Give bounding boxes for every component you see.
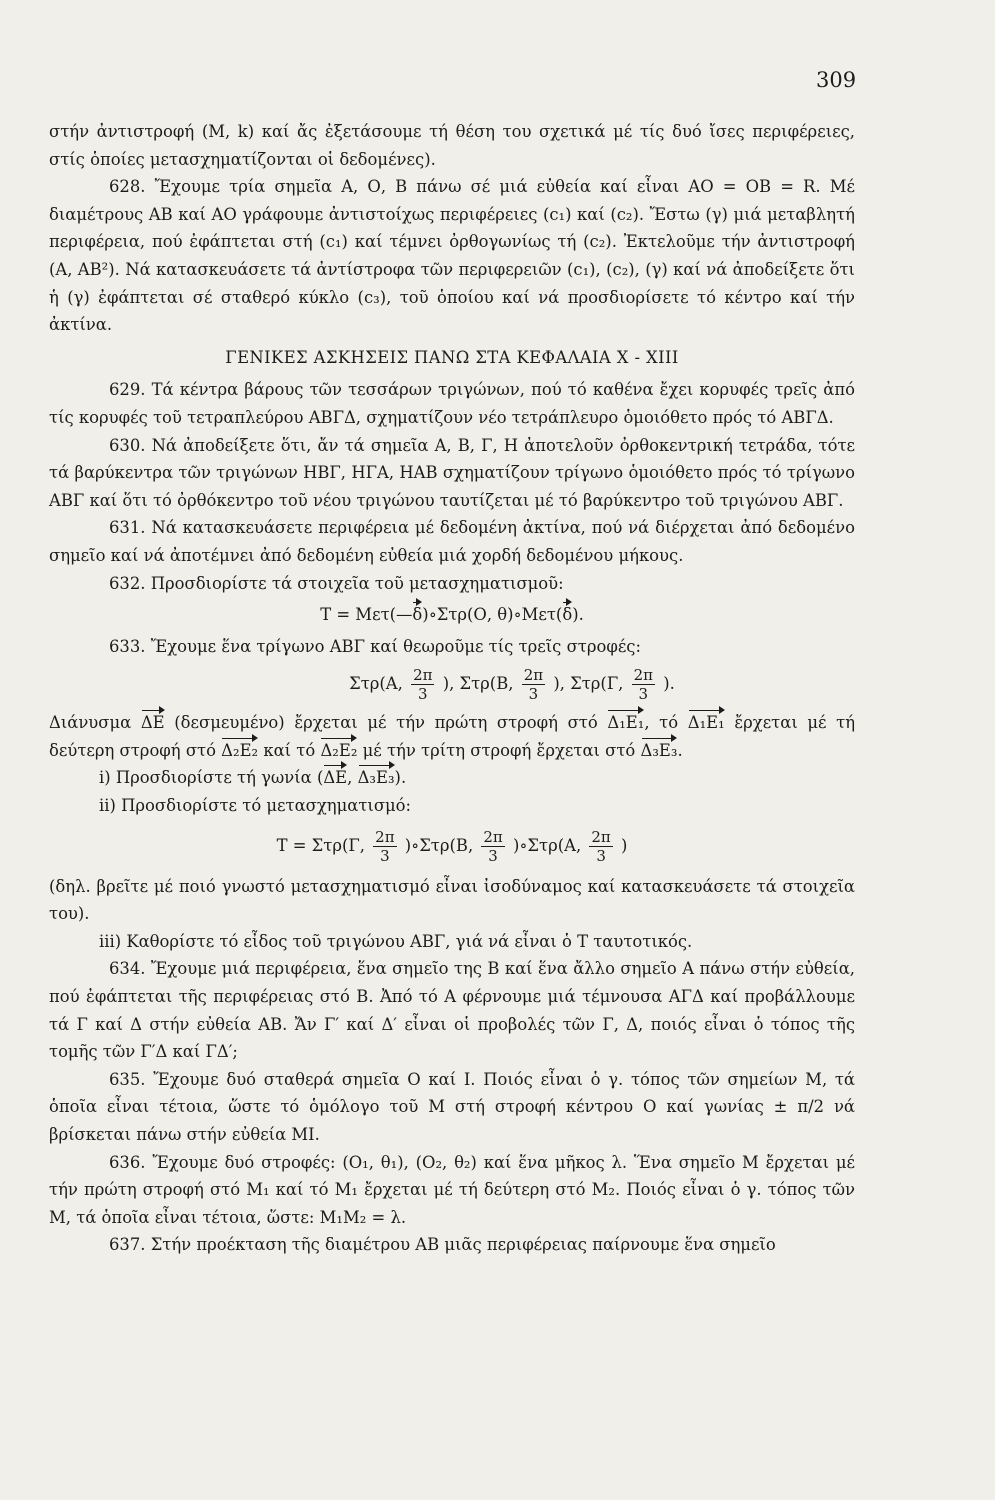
exercise-634: 634. Ἔχουμε μιά περιφέρεια, ἕνα σημεῖο της Β καί ἕνα ἄλλο σημεῖο Α πάνω στήν εὐθεία, πού ἐφάπτεται τῆς περιφέρειας στό Β. Ἀπό τό Α φέρνουμε μιά τέμνουσα ΑΓΔ καί προβάλλουμε τά Γ καί Δ στήν εὐθεία ΑΒ. Ἄν Γ′ καί Δ′ εἶναι οἱ προβολές τῶν Γ, Δ, ποιός εἶναι ὁ τόπος τῆς τομῆς τῶν Γ′Δ καί ΓΔ′; (49, 959, 855, 1062)
exercise-631: 631. Νά κατασκευάσετε περιφέρεια μέ δεδομένη ἀκτίνα, πού νά διέρχεται ἀπό δεδομένο σημεῖο καί νά ἀποτέμνει ἀπό δεδομένη εὐθεία μιά χορδή δεδομένου μήκους. (49, 518, 855, 565)
vector-delta: δ (412, 601, 422, 629)
exercise-633-note: (δηλ. βρεῖτε μέ ποιό γνωστό μετασχηματισμό εἶναι ἰσοδύναμος καί κατασκευάσετε τά στοιχεῖα του). (49, 876, 855, 924)
exercise-636: 636. Ἔχουμε δυό στροφές: (Ο₁, θ₁), (Ο₂, θ₂) καί ἕνα μῆκος λ. Ἕνα σημεῖο Μ ἔρχεται μέ τήν πρώτη στροφή στό Μ₁ καί τό Μ₁ ἔρχεται μέ τή δεύτερη στό Μ₂. Ποιός εἶναι ὁ γ. τόπος τῶν Μ, τά ὁποῖα εἶναι τέτοια, ὥστε: Μ₁Μ₂ = λ. (49, 1152, 855, 1227)
vector-D2E2: Δ₂Ε₂ (320, 737, 357, 765)
vector-DE: ΔΕ (323, 764, 347, 792)
fraction: $\frac{2\pi}{3}$ (523, 666, 544, 704)
exercise-630: 630. Νά ἀποδείξετε ὅτι, ἄν τά σημεῖα Α, Β, Γ, Η ἀποτελοῦν ὀρθοκεντρική τετράδα, τότε τά βαρύκεντρα τῶν τριγώνων ΗΒΓ, ΗΓΑ, ΗΑΒ σχηματίζουν τρίγωνο ὁμοιόθετο πρός τό τρίγωνο ΑΒΓ καί ὅτι τό ὀρθόκεντρο τοῦ νέου τριγώνου ταυτίζεται μέ τό βαρύκεντρο τοῦ τριγώνου ΑΒΓ. (49, 435, 855, 510)
paragraph-intro: στήν ἀντιστροφή (Μ, k) καί ἄς ἐξετάσουμε τή θέση του σχετικά μέ τίς δυό ἴσες περιφέρειες, στίς ὁποίες μετασχηματίζονται οἱ δεδομένες). (49, 122, 855, 169)
exercise-628: 628. Ἔχουμε τρία σημεῖα Α, Ο, Β πάνω σέ μιά εὐθεία καί εἶναι ΑΟ = ΟΒ = R. Μέ διαμέτρους ΑΒ καί ΑΟ γράφουμε ἀντιστοίχως περιφέρειες (c₁) καί (c₂). Ἔστω (γ) μιά μεταβλητή περιφέρεια, πού ἐφάπτεται στή (c₁) καί τέμνει ὀρθογωνίως τή (c₂). Ἐκτελοῦμε τήν ἀντιστροφή (Α, ΑΒ²). Νά κατασκευάσετε τά ἀντίστροφα τῶν περιφερειῶν (c₁), (c₂), (γ) καί νά ἀποδείξετε ὅτι ἡ (γ) ἐφάπτεται σέ σταθερό κύκλο (c₃), τοῦ ὁποίου καί νά προσδιορίσετε τό κέντρο καί τήν ἀκτίνα. (49, 177, 855, 335)
fraction: $\frac{2\pi}{3}$ (375, 827, 395, 865)
page-number: 309 (816, 68, 857, 92)
fraction: $\frac{2\pi}{3}$ (413, 666, 433, 704)
section-heading: ΓΕΝΙΚΕΣ ΑΣΚΗΣΕΙΣ ΠΑΝΩ ΣΤΑ ΚΕΦΑΛΑΙΑ Χ - ΧΙΙΙ (225, 347, 679, 367)
vector-D1E1: Δ₁Ε₁ (688, 709, 725, 737)
exercise-633: 633. Ἔχουμε ἕνα τρίγωνο ΑΒΓ καί θεωροῦμε τίς τρεῖς στροφές: (109, 636, 642, 656)
vector-delta: δ (562, 601, 572, 629)
vector-D1E1: Δ₁Ε₁ (607, 709, 644, 737)
vector-D3E3: Δ₃Ε₃ (358, 764, 395, 792)
exercise-635: 635. Ἔχουμε δυό σταθερά σημεῖα Ο καί Ι. Ποιός εἶναι ὁ γ. τόπος τῶν σημείων Μ, τά ὁποῖα εἶναι τέτοια, ὥστε τό ὁμόλογο τοῦ Μ στή στροφή κέντρου Ο καί γωνίας ± π/2 νά βρίσκεται πάνω στήν εὐθεία ΜΙ. (49, 1069, 855, 1144)
equation-633: Τ = Στρ(Γ, $\frac{2\pi}{3}$ )∘Στρ(Β, $\frac{2\pi}{3}$ )∘Στρ(Α, $\frac{2\pi}{3}$ ) (276, 827, 628, 865)
vector-D3E3: Δ₃Ε₃ (641, 737, 678, 765)
eq632-end: ). (572, 605, 584, 625)
exercise-629: 629. Τά κέντρα βάρους τῶν τεσσάρων τριγώνων, πού τό καθένα ἔχει κορυφές τρεῖς ἀπό τίς κορυφές τοῦ τετραπλεύρου ΑΒΓΔ, σχηματίζουν νέο τετράπλευρο ὁμοιόθετο πρός τό ΑΒΓΔ. (49, 380, 855, 427)
exercise-633-vectors: Διάνυσμα ΔΕ (δεσμευμένο) ἔρχεται μέ τήν πρώτη στροφή στό Δ₁Ε₁, τό Δ₁Ε₁ ἔρχεται μέ τή δεύτερη στροφή στό Δ₂Ε₂ καί τό Δ₂Ε₂ μέ τήν τρίτη στροφή ἔρχεται στό Δ₃Ε₃. (49, 709, 855, 764)
vector-DE: ΔΕ (141, 709, 165, 737)
fraction: $\frac{2\pi}{3}$ (633, 666, 654, 704)
fraction: $\frac{2\pi}{3}$ (591, 827, 611, 865)
rotations-list (169, 666, 855, 703)
equation-632 (49, 601, 855, 629)
eq632-lhs: Τ = Μετ(— (320, 605, 413, 625)
rotation-label: ). (663, 674, 675, 694)
eq632-mid: )∘Στρ(Ο, θ)∘Μετ( (422, 605, 563, 625)
page-body (49, 118, 855, 1259)
vector-D2E2: Δ₂Ε₂ (221, 737, 258, 765)
exercise-637: 637. Στήν προέκταση τῆς διαμέτρου ΑΒ μιᾶς περιφέρειας παίρνουμε ἕνα σημεῖο (109, 1235, 776, 1255)
exercise-633-i: i) Προσδιορίστε τή γωνία (ΔΕ, Δ₃Ε₃). (99, 764, 855, 792)
exercise-632: 632. Προσδιορίστε τά στοιχεῖα τοῦ μετασχηματισμοῦ: (109, 573, 564, 593)
rotation-label: ), Στρ(Γ, (553, 674, 624, 694)
exercise-633-ii: ii) Προσδιορίστε τό μετασχηματισμό: (99, 796, 412, 816)
fraction: $\frac{2\pi}{3}$ (483, 827, 503, 865)
rotation-label: Στρ(Α, (349, 674, 403, 694)
rotation-label: ), Στρ(Β, (442, 674, 514, 694)
exercise-633-iii: iii) Καθορίστε τό εἶδος τοῦ τριγώνου ΑΒΓ, γιά νά εἶναι ὁ Τ ταυτοτικός. (99, 931, 693, 951)
